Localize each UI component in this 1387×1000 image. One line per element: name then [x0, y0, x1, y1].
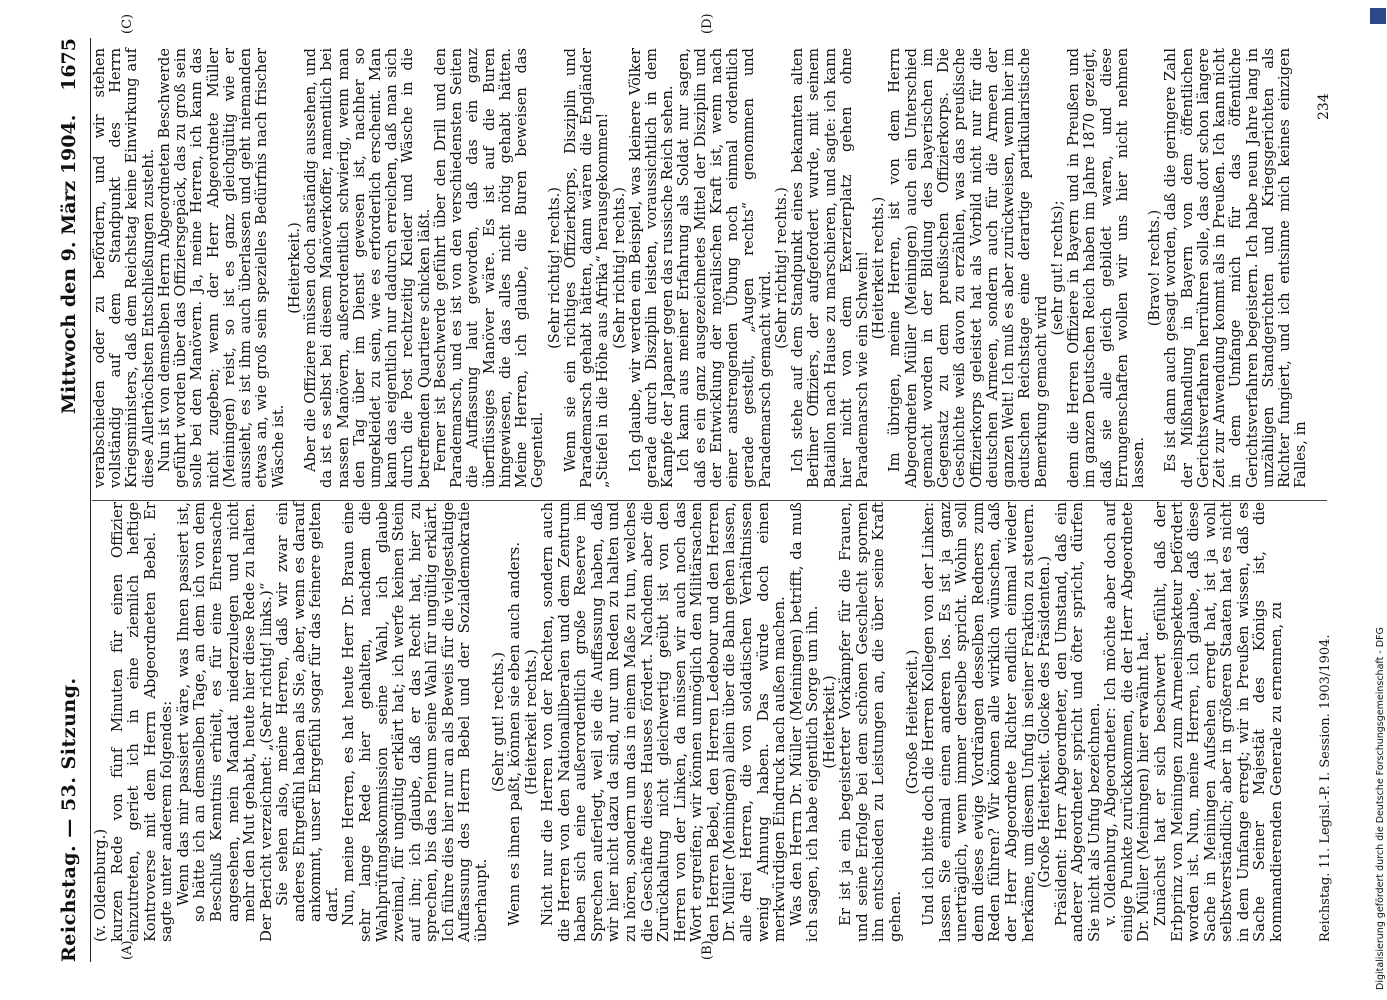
header-session: Reichstag. — 53. Sitzung.	[58, 677, 80, 962]
interjection: (Sehr richtig! rechts.)	[545, 187, 563, 349]
paragraph: Ferner ist Beschwerde geführt über den Drill und den Parademarsch, und es ist von den verschiedensten Seiten die Auffassung laut geworden, daß das ein ganz überflüssiges Manöver wäre. Es ist auf die Buren hingewiesen, die das alles nicht nötig gehabt hätten. Meine Herren, ich glaube, die Buren beweisen das Gegenteil.	[431, 48, 547, 488]
interjection: (Bravo! rechts.)	[1146, 209, 1164, 327]
interjection: (Heiterkeit rechts.)	[521, 649, 540, 795]
page-header	[58, 38, 88, 962]
left-column	[92, 502, 1285, 942]
paragraph: Der Bericht verzeichnet: „(Sehr richtig! links.)“	[256, 582, 275, 942]
margin-mark-a: (A)	[120, 940, 135, 960]
paragraph: Sie sehen also, meine Herren, daß wir zwar ein anderes Ehrgefühl haben als Sie, aber, wenn es darauf ankommt, unser Ehrgefühl sogar für das feinere gelten darf.	[273, 502, 341, 922]
interjection: (Sehr gut! rechts.)	[488, 651, 507, 793]
paragraph: Nun ist von demselben Herrn Abgeordneten Beschwerde geführt worden über das Offiziersgepäck, das zu groß sein solle bei den Manövern. Ja, meine Herren, ich kann das nicht zugeben; wenn der Herr Abgeordnete Müller (Meiningen) reist, so ist es ganz gleichgültig wie er aussieht, es ist ihm auch überlassen und geht niemanden etwas an, wie groß sein spezielles Bedürfnis nach frischer Wäsche ist.	[155, 48, 287, 488]
dfg-side-note	[1375, 30, 1387, 990]
interjection: (Sehr richtig! rechts.)	[610, 187, 628, 349]
paragraph: Was den Herrn Dr. Müller (Meiningen) betrifft, da muß ich sagen, ich habe eigentlich Sorge um ihn.	[786, 502, 822, 942]
interjection: (Große Heiterkeit. Glocke des Präsidenten.)	[1035, 555, 1054, 889]
right-column	[92, 48, 1310, 488]
column-divider	[92, 500, 1327, 501]
paragraph: denn die Herren Offiziere in Bayern und in Preußen und im ganzen Deutschen Reich haben im Jahre 1870 gezeigt, daß sie alle gleich gebildet waren, und diese Errungenschaften wollen wir uns hier nicht nehmen lassen.	[1065, 48, 1147, 488]
margin-mark-b: (B)	[700, 940, 715, 960]
margin-mark-c: (C)	[120, 13, 135, 34]
paragraph: Zunächst hat er sich beschwert gefühlt, daß der Erbprinz von Meiningen zum Armeeinspekteur befördert worden ist. Nun, meine Herren, ich glaube, daß diese Sache in Meiningen Aufsehen erregt hat, ist ja wohl selbstverständlich; aber in größeren Staaten hat es nicht in dem Umfange erregt; wir in Preußen wissen, daß es Sache Seiner Majestät des Königs ist, die kommandierenden Generale zu ernennen, zu	[1151, 502, 1285, 942]
interjection: (Heiterkeit rechts.)	[870, 196, 888, 340]
margin-mark-d: (D)	[700, 13, 715, 34]
paragraph: Er ist ja ein begeisterter Vorkämpfer für die Frauen, und seine Erfolge bei dem schönen Geschlecht spornen ihn entschieden zu Leistungen an, die über seine Kraft gehen.	[836, 502, 904, 942]
paragraph: Nicht nur die Herren von der Rechten, sondern auch die Herren von den Nationalliberalen und dem Zentrum haben sich eine außerordentlich große Reserve im Sprechen auferlegt, weil sie die Auffassung haben, daß wir hier nicht dazu da sind, nur um Reden zu halten und zu hören, sondern um das in einem Maße zu tun, welches die Geschäfte dieses Hauses fördert. Nachdem aber die Zurückhaltung nicht gleichwertig geübt ist von den Herren von der Linken, da müssen wir auch noch das Wort ergreifen; wir können unmöglich den Militärsachen den Herren Bebel, den Herren Ledebour und den Herren Dr. Müller (Meiningen) allein über die Bahn gehen lassen, alle drei Herren, die von soldatischen Verhältnissen wenig Ahnung haben. Das würde doch einen merkwürdigen Eindruck nach außen machen.	[538, 502, 789, 942]
interjection: (Heiterkeit.)	[819, 675, 838, 769]
paragraph: (v. Oldenburg.)	[91, 828, 109, 942]
paragraph: Und ich bitte doch die Herren Kollegen von der Linken: lassen Sie einmal einen anderen los. Es ist ja ganz unerträglich, wenn immer derselbe spricht. Wohin soll denn dieses ewige Vordrängen desselben Redners zum Reden führen? Wir können alle wirklich wünschen, daß der Herr Abgeordnete Richter endlich einmal wieder herkäme, um diesem Unfug in seiner Fraktion zu steuern.	[919, 502, 1037, 942]
paragraph: Ich glaube, wir werden ein Beispiel, was kleinere Völker gerade durch Disziplin leisten, voraussichtlich in dem Kampfe der Japaner gegen das russische Reich sehen.	[626, 48, 677, 488]
paragraph: Wenn das mir passiert wäre, was Ihnen passiert ist, so hätte ich an demselben Tage, an dem ich von dem Beschluß Kenntnis erhielt, es für eine Ehrensache angesehen, mein Mandat niederzulegen und nicht mehr den Mut gehabt, heute hier diese Rede zu halten.	[173, 502, 259, 922]
paragraph: kurzen Rede von fünf Minuten für einen Offizier einzutreten, geriet ich in eine ziemlich heftige Kontroverse mit dem Herrn Abgeordneten Bebel. Er sagte unter anderem folgendes:	[107, 502, 176, 942]
paragraph: v. Oldenburg, Abgeordneter: Ich möchte aber doch auf einige Punkte zurückkommen, die der Herr Abgeordnete Dr. Müller (Meiningen) hier erwähnt hat.	[1101, 502, 1153, 942]
paragraph: Wenn es ihnen paßt, können sie eben auch anders.	[505, 541, 524, 926]
paragraph: Im übrigen, meine Herren, ist von dem Herrn Abgeordneten Müller (Meiningen) auch ein Unterschied gemacht worden in der Bildung des bayerischen im Gegensatz zu dem preußischen Offizierkorps. Die Geschichte weiß davon zu erzählen, was das preußische Offizierkorps geleistet hat als Vorbild nicht nur für die deutschen Armeen, sondern auch für die Armeen der ganzen Welt! Ich muß es aber zurückweisen, wenn hier im deutschen Reichstage eine derartige partikularistische Bemerkung gemacht wird	[886, 48, 1050, 488]
header-date: Mittwoch den 9. März 1904.	[58, 114, 80, 414]
paragraph: Nun, meine Herren, es hat heute Herr Dr. Braun eine sehr lange Rede hier gehalten, nachdem die Wahlprüfungskommission seine Wahl, ich glaube zweimal, für ungültig erklärt hat; ich werfe keinen Stein auf ihn; ich glaube, daß er das Recht hat, hier zu sprechen, bis das Plenum seine Wahl für ungültig erklärt. Ich führe dies hier nur an als Beweis für die vielgestaltige Auffassung des Herrn Bebel und der Sozialdemokratie überhaupt.	[339, 502, 490, 942]
paragraph: Es ist dann auch gesagt worden, daß die geringere Zahl der Mißhandlung in Bayern von dem öffentlichen Gerichtsverfahren herrühren solle, das dort schon längere Zeit zur Anwendung kommt als in Preußen. Ich kann nicht in dem Umfange mich für das öffentliche Gerichtsverfahren begeistern. Ich habe neun Jahre lang in unzähligen Standgerichten und Kriegsgerichten als Richter fungiert, und ich entsinne mich keines einzigen Falles, in	[1162, 48, 1310, 488]
paragraph: verabschieden oder zu befördern, und wir stehen vollständig auf dem Standpunkt des Herrn Kriegsministers, daß dem Reichstag keine Einwirkung auf diese Allerhöchsten Entschließungen zusteht.	[91, 48, 157, 488]
paragraph: Ich stehe auf dem Standpunkt eines bekannten alten Berliner Offiziers, der aufgefordert wurde, mit seinem Bataillon nach Hause zu marschieren, und sagte: ich kann hier nicht von dem Exerzierplatz gehen ohne Parademarsch wie ein Schwein!	[789, 48, 872, 488]
interjection: (Große Heiterkeit.)	[902, 649, 921, 795]
interjection: (sehr gut! rechts);	[1048, 200, 1066, 336]
paragraph: Präsident: Herr Abgeordneter, den Umstand, daß ein anderer Abgeordneter spricht und öfter spricht, dürfen Sie nicht als Unfug bezeichnen.	[1051, 502, 1103, 942]
page-footer: Reichstag. 11. Legisl.-P. I. Session. 1903/1904.	[1318, 634, 1333, 942]
dfg-side-note-text: Digitalisierung gefördert durch die Deutsche Forschungsgemeinschaft - DFG	[1375, 627, 1386, 990]
interjection: (Heiterkeit.)	[285, 222, 303, 314]
dfg-logo-icon	[1370, 8, 1386, 24]
paragraph: Wenn sie ein richtiges Offizierkorps, Disziplin und Parademarsch gehabt hätten, dann wären die Engländer „Stiefel in die Höhe aus Afrika“ herausgekommen!	[561, 48, 612, 488]
sheet-number: 234	[1316, 93, 1332, 120]
paragraph: Aber die Offiziere müssen doch anständig aussehen, und da ist es selbst bei diesem Manöverkoffer, namentlich bei nassen Manövern, außerordentlich schwierig, wenn man den Tag über im Dienst gewesen ist, nachher so umgekleidet zu sein, wie es erforderlich erscheint. Man kann das eigentlich nur dadurch erreichen, daß man sich durch die Post rechtzeitig Kleider und Wäsche in die betreffenden Quartiere schicken läßt.	[302, 48, 433, 488]
paragraph: Ich kann aus meiner Erfahrung als Soldat nur sagen, daß es ein ganz ausgezeichnetes Mittel der Disziplin und der Entwicklung der moralischen Kraft ist, wenn nach einer anstrengenden Übung noch einmal ordentlich gerade gestellt, „Augen rechts“ genommen und Parademarsch gemacht wird.	[675, 48, 774, 488]
header-page-number: 1675	[58, 38, 80, 91]
interjection: (Sehr richtig! rechts.)	[772, 187, 790, 349]
